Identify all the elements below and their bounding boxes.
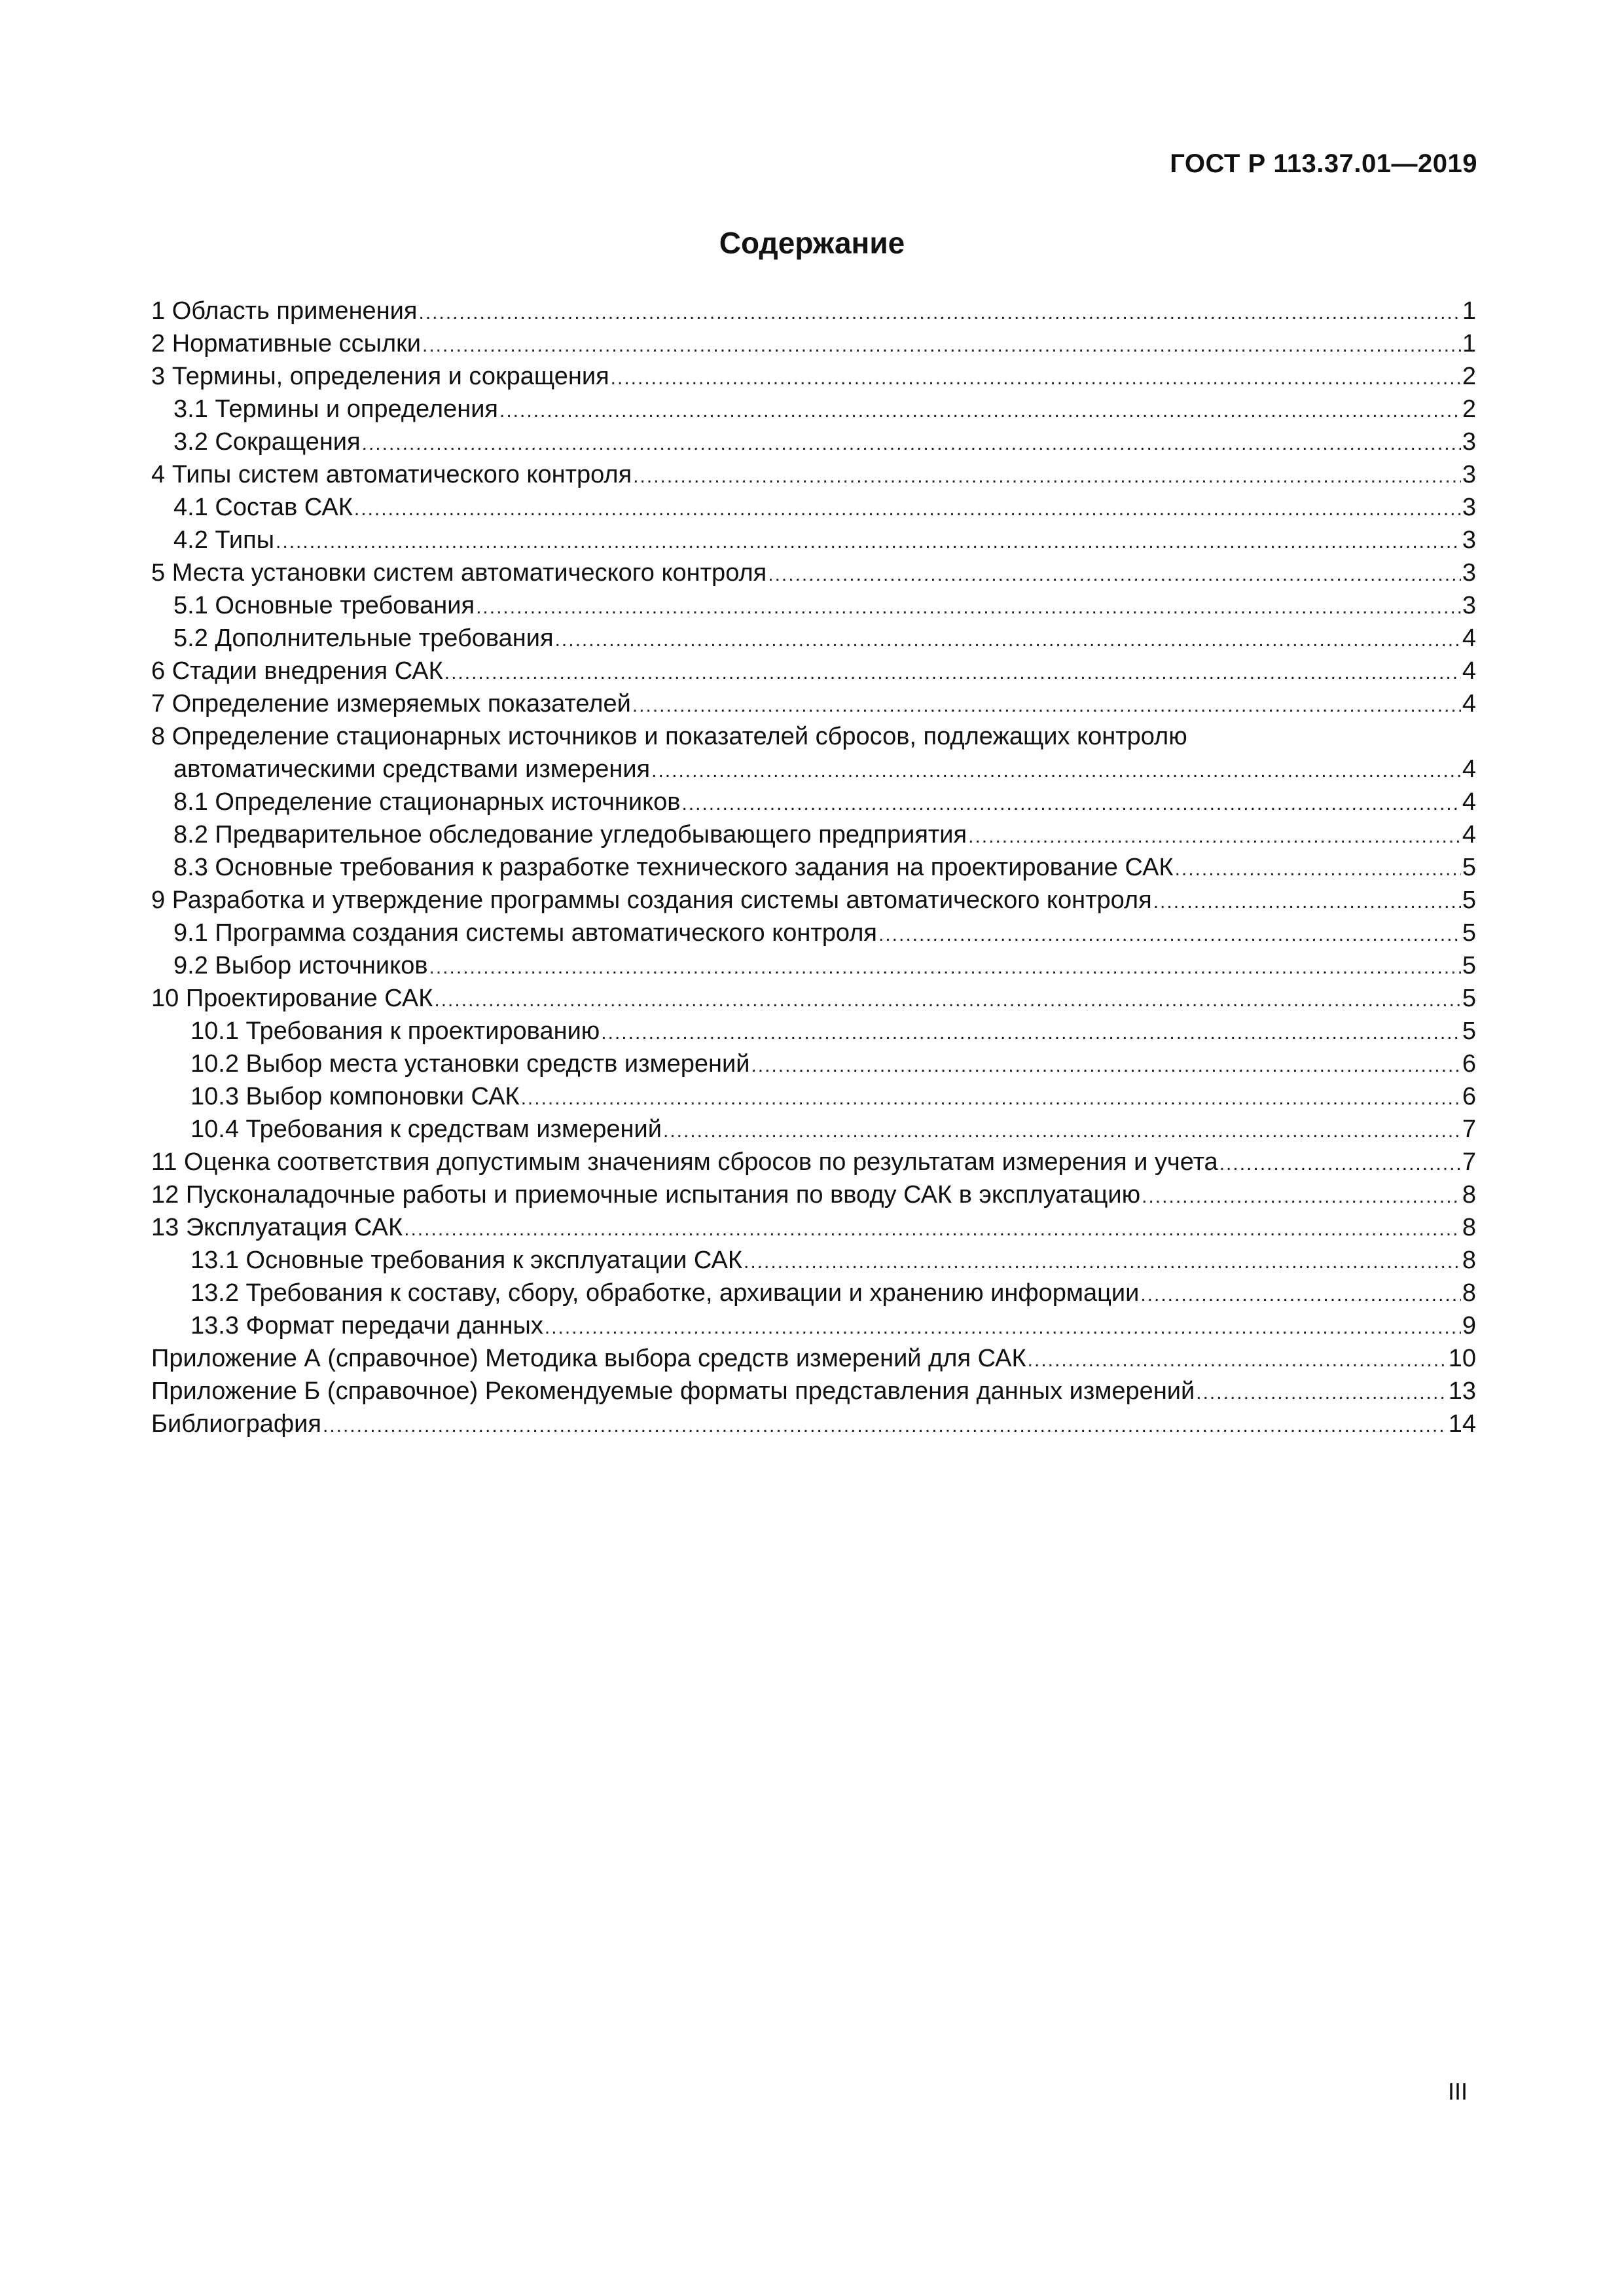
- toc-entry[interactable]: [151, 884, 1476, 917]
- toc-leader-dots: [444, 657, 1461, 687]
- toc-entry-page: 9: [1462, 1312, 1476, 1339]
- toc-leader-dots: [651, 755, 1461, 786]
- toc-leader-dots: [429, 951, 1461, 982]
- toc-entry[interactable]: [151, 524, 1476, 556]
- toc-entry[interactable]: [151, 1309, 1476, 1342]
- toc-entry[interactable]: [151, 1080, 1476, 1113]
- toc-entry-page: 2: [1462, 363, 1476, 390]
- toc-entry-page: 6: [1462, 1083, 1476, 1110]
- toc-entry-text: 8.3 Основные требования к разработке технического задания на проектирование САК: [173, 854, 1174, 881]
- toc-entry-text: 10.3 Выбор компоновки САК: [190, 1083, 520, 1110]
- toc-leader-dots: [878, 919, 1461, 949]
- toc-leader-dots: [362, 428, 1461, 458]
- toc-leader-dots: [499, 395, 1461, 426]
- toc-entry-text: 3.1 Термины и определения: [173, 395, 499, 423]
- toc-entry-page: 4: [1462, 821, 1476, 848]
- toc-entry[interactable]: [151, 426, 1476, 458]
- toc-entry[interactable]: [151, 786, 1476, 818]
- toc-entry-page: 5: [1462, 886, 1476, 914]
- toc-entry-text: Приложение Б (справочное) Рекомендуемые форматы представления данных измерений: [151, 1377, 1195, 1405]
- toc-entry-page: 4: [1462, 756, 1476, 783]
- toc-leader-dots: [1175, 853, 1461, 884]
- toc-entry-text: 10.2 Выбор места установки средств измерений: [190, 1050, 750, 1078]
- toc-leader-dots: [354, 493, 1461, 524]
- toc-entry[interactable]: [151, 1015, 1476, 1048]
- toc-entry-page: 7: [1462, 1116, 1476, 1143]
- toc-entry[interactable]: [151, 655, 1476, 687]
- toc-entry-page: 5: [1462, 1017, 1476, 1045]
- toc-leader-dots: [276, 526, 1461, 556]
- toc-entry[interactable]: [151, 949, 1476, 982]
- toc-leader-dots: [555, 624, 1461, 655]
- toc-entry[interactable]: [151, 622, 1476, 655]
- toc-entry-page: 6: [1462, 1050, 1476, 1078]
- toc-entry-page: 5: [1462, 985, 1476, 1012]
- toc-entry-text: 2 Нормативные ссылки: [151, 330, 421, 357]
- toc-entry-page: 5: [1462, 854, 1476, 881]
- toc-leader-dots: [1028, 1344, 1447, 1375]
- toc-entry[interactable]: [151, 1178, 1476, 1211]
- toc-entry-text: 10.4 Требования к средствам измерений: [190, 1116, 662, 1143]
- toc-entry[interactable]: [151, 1113, 1476, 1146]
- toc-entry[interactable]: [151, 687, 1476, 720]
- toc-entry-page: 3: [1462, 559, 1476, 587]
- toc-entry-page: 3: [1462, 592, 1476, 619]
- document-code: ГОСТ Р 113.37.01—2019: [1170, 149, 1477, 178]
- toc-leader-dots: [768, 558, 1461, 589]
- toc-entry[interactable]: [151, 1048, 1476, 1080]
- toc-entry[interactable]: [151, 458, 1476, 491]
- table-of-contents: [151, 295, 1476, 1440]
- toc-entry[interactable]: [151, 393, 1476, 426]
- toc-entry-page: 8: [1462, 1279, 1476, 1307]
- toc-leader-dots: [633, 460, 1461, 491]
- toc-leader-dots: [545, 1311, 1461, 1342]
- toc-leader-dots: [1142, 1180, 1461, 1211]
- toc-leader-dots: [744, 1246, 1461, 1277]
- toc-entry-page: 13: [1448, 1377, 1476, 1405]
- toc-entry-text: 4.2 Типы: [173, 526, 275, 554]
- toc-entry[interactable]: [151, 491, 1476, 524]
- toc-entry[interactable]: [151, 917, 1476, 949]
- toc-entry[interactable]: [151, 295, 1476, 327]
- toc-entry-text: 9.1 Программа создания системы автоматического контроля: [173, 919, 877, 947]
- toc-entry-page: 1: [1462, 297, 1476, 325]
- toc-entry-text: 4 Типы систем автоматического контроля: [151, 461, 632, 488]
- toc-entry[interactable]: [151, 556, 1476, 589]
- toc-entry-text: 9 Разработка и утверждение программы создания системы автоматического контроля: [151, 886, 1152, 914]
- toc-leader-dots: [323, 1410, 1447, 1440]
- toc-entry-text: 10.1 Требования к проектированию: [190, 1017, 600, 1045]
- toc-entry[interactable]: [151, 818, 1476, 851]
- toc-entry-page: 4: [1462, 625, 1476, 652]
- toc-entry[interactable]: [151, 1277, 1476, 1309]
- toc-entry-page: 14: [1448, 1410, 1476, 1438]
- toc-title: Содержание: [719, 226, 905, 260]
- toc-entry-page: 5: [1462, 919, 1476, 947]
- toc-entry-text: 4.1 Состав САК: [173, 494, 353, 521]
- toc-entry-page: 4: [1462, 690, 1476, 718]
- toc-entry-page: 8: [1462, 1247, 1476, 1274]
- toc-entry-text: 3.2 Сокращения: [173, 428, 361, 456]
- toc-entry-text: 11 Оценка соответствия допустимым значениям сбросов по результатам измерения и учета: [151, 1148, 1218, 1176]
- toc-entry[interactable]: [151, 753, 1476, 786]
- toc-leader-dots: [1140, 1279, 1461, 1309]
- toc-entry[interactable]: [151, 1146, 1476, 1178]
- toc-entry-page: 3: [1462, 526, 1476, 554]
- toc-entry[interactable]: [151, 1408, 1476, 1440]
- toc-leader-dots: [404, 1213, 1461, 1244]
- toc-entry[interactable]: [151, 360, 1476, 393]
- toc-leader-dots: [751, 1049, 1460, 1080]
- toc-entry-text: 8.2 Предварительное обследование угледобывающего предприятия: [173, 821, 967, 848]
- toc-entry-text: 10 Проектирование САК: [151, 985, 433, 1012]
- toc-entry-page: 2: [1462, 395, 1476, 423]
- toc-entry-page: 3: [1462, 461, 1476, 488]
- toc-entry-page: 7: [1462, 1148, 1476, 1176]
- page-number: III: [1447, 2078, 1468, 2105]
- toc-entry-text: 5.1 Основные требования: [173, 592, 475, 619]
- toc-leader-dots: [681, 788, 1460, 818]
- toc-entry[interactable]: [151, 1375, 1476, 1408]
- toc-entry-text: 5.2 Дополнительные требования: [173, 625, 554, 652]
- toc-entry-page: 8: [1462, 1214, 1476, 1241]
- toc-leader-dots: [632, 689, 1461, 720]
- toc-entry-page: 1: [1462, 330, 1476, 357]
- toc-entry-text: 3 Термины, определения и сокращения: [151, 363, 609, 390]
- toc-entry[interactable]: [151, 589, 1476, 622]
- toc-entry[interactable]: [151, 982, 1476, 1015]
- toc-entry-text: Приложение А (справочное) Методика выбора средств измерений для САК: [151, 1345, 1026, 1372]
- toc-leader-dots: [663, 1115, 1461, 1146]
- toc-entry-text: 8 Определение стационарных источников и показателей сбросов, подлежащих контролю: [151, 723, 1187, 750]
- toc-entry-text: 12 Пусконаладочные работы и приемочные испытания по вводу САК в эксплуатацию: [151, 1181, 1141, 1209]
- toc-leader-dots: [521, 1082, 1461, 1113]
- toc-entry-page: 8: [1462, 1181, 1476, 1209]
- toc-entry-page: 4: [1462, 788, 1476, 816]
- toc-entry-text: 1 Область применения: [151, 297, 418, 325]
- toc-entry[interactable]: [151, 1211, 1476, 1244]
- toc-entry[interactable]: [151, 851, 1476, 884]
- toc-entry[interactable]: [151, 1342, 1476, 1375]
- toc-entry-text: 13 Эксплуатация САК: [151, 1214, 403, 1241]
- toc-leader-dots: [601, 1017, 1461, 1048]
- toc-leader-dots: [1196, 1377, 1447, 1408]
- toc-entry-text: Библиография: [151, 1410, 321, 1438]
- toc-entry-text: 13.3 Формат передачи данных: [190, 1312, 543, 1339]
- toc-entry[interactable]: [151, 327, 1476, 360]
- toc-leader-dots: [1219, 1148, 1461, 1178]
- toc-entry-page: 10: [1448, 1345, 1476, 1372]
- toc-entry[interactable]: [151, 1244, 1476, 1277]
- toc-entry-text: 13.2 Требования к составу, сбору, обработке, архивации и хранению информации: [190, 1279, 1140, 1307]
- toc-leader-dots: [476, 591, 1461, 622]
- toc-leader-dots: [422, 329, 1461, 360]
- toc-leader-dots: [1153, 886, 1461, 917]
- toc-leader-dots: [418, 297, 1460, 327]
- toc-entry-text: 7 Определение измеряемых показателей: [151, 690, 631, 718]
- toc-entry-text: 13.1 Основные требования к эксплуатации САК: [190, 1247, 742, 1274]
- toc-entry-text: 5 Места установки систем автоматического контроля: [151, 559, 767, 587]
- toc-entry-page: 3: [1462, 428, 1476, 456]
- toc-leader-dots: [434, 984, 1460, 1015]
- toc-entry-text: 9.2 Выбор источников: [173, 952, 428, 979]
- toc-entry-continuation: автоматическими средствами измерения: [173, 756, 651, 783]
- toc-leader-dots: [611, 362, 1461, 393]
- toc-entry-text: 8.1 Определение стационарных источников: [173, 788, 681, 816]
- toc-entry-page: 5: [1462, 952, 1476, 979]
- toc-entry-page: 3: [1462, 494, 1476, 521]
- toc-entry-page: 4: [1462, 657, 1476, 685]
- toc-entry-text: 6 Стадии внедрения САК: [151, 657, 443, 685]
- toc-leader-dots: [968, 820, 1461, 851]
